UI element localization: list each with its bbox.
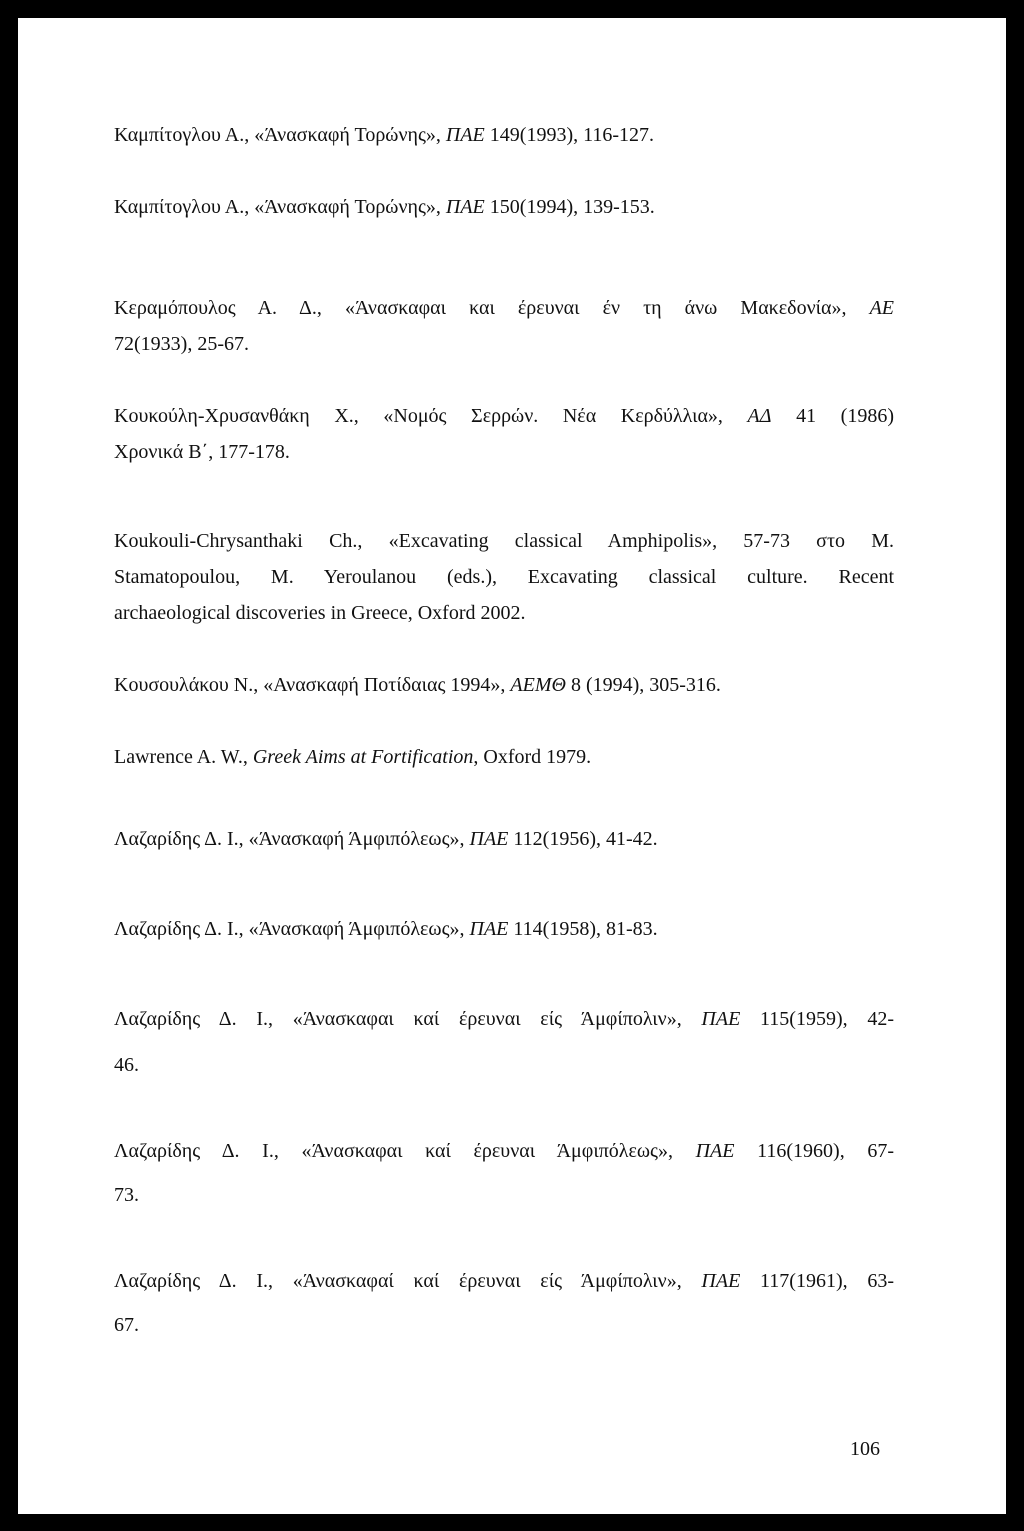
entry-text: Καμπίτογλου Α., «Άνασκαφή Τορώνης», — [114, 196, 446, 218]
entry-line — [114, 124, 654, 146]
entry-text: archaeological discoveries in Greece, Oxford 2002. — [114, 602, 526, 624]
document-page — [18, 18, 1006, 1514]
entry-line — [114, 1054, 139, 1076]
entry-line — [114, 1314, 139, 1336]
journal-abbrev: ΠΑΕ — [445, 196, 485, 218]
book-title: Greek Aims at Fortification — [252, 746, 474, 768]
entry-text: 73. — [114, 1184, 139, 1206]
entry-text: Κεραμόπουλος Α. Δ., «Άνασκαφαι και έρευναι έν τη άνω Μακεδονία», — [114, 297, 870, 319]
entry-line — [114, 196, 655, 218]
entry-text: 116(1960), 67- — [734, 1140, 894, 1162]
entry-text: Lawrence A. W., — [114, 746, 253, 768]
page-number: 106 — [850, 1438, 880, 1460]
entry-text: Koukouli-Chrysanthaki Ch., «Excavating classical Amphipolis», 57-73 στο M. — [114, 530, 894, 552]
entry-text: 112(1956), 41-42. — [508, 828, 658, 850]
entry-text: 114(1958), 81-83. — [508, 918, 658, 940]
entry-line — [114, 405, 894, 427]
entry-text: 150(1994), 139-153. — [484, 196, 655, 218]
entry-text: , Oxford 1979. — [473, 746, 592, 768]
entry-line — [114, 1140, 894, 1162]
journal-abbrev: ΠΑΕ — [469, 918, 509, 940]
entry-text: Κουσουλάκου Ν., «Ανασκαφή Ποτίδαιας 1994», — [114, 674, 511, 696]
entry-text: 117(1961), 63- — [740, 1270, 894, 1292]
entry-line — [114, 746, 591, 768]
journal-abbrev: ΠΑΕ — [701, 1270, 741, 1292]
entry-line — [114, 828, 658, 850]
journal-abbrev: ΠΑΕ — [445, 124, 485, 146]
entry-text: 72(1933), 25-67. — [114, 333, 249, 355]
entry-text: Λαζαρίδης Δ. Ι., «Άνασκαφαι καί έρευναι Άμφιπόλεως», — [114, 1140, 696, 1162]
entry-text: Χρονικά Β΄, 177-178. — [114, 441, 290, 463]
journal-abbrev: ΠΑΕ — [695, 1140, 735, 1162]
entry-text: 8 (1994), 305-316. — [565, 674, 721, 696]
entry-text: 67. — [114, 1314, 139, 1336]
entry-line — [114, 674, 721, 696]
journal-abbrev: ΠΑΕ — [469, 828, 509, 850]
entry-text: Κουκούλη-Χρυσανθάκη Χ., «Νομός Σερρών. Νέα Κερδύλλια», — [114, 405, 748, 427]
entry-line — [114, 566, 894, 588]
entry-line — [114, 1008, 894, 1030]
entry-line — [114, 441, 290, 463]
entry-text: Καμπίτογλου Α., «Άνασκαφή Τορώνης», — [114, 124, 446, 146]
journal-abbrev: ΠΑΕ — [701, 1008, 741, 1030]
entry-text: Λαζαρίδης Δ. Ι., «Άνασκαφαί καί έρευναι είς Άμφίπολιν», — [114, 1270, 702, 1292]
entry-text: 41 (1986) — [771, 405, 895, 427]
entry-text: Λαζαρίδης Δ. Ι., «Άνασκαφαι καί έρευναι είς Άμφίπολιν», — [114, 1008, 702, 1030]
journal-abbrev: ΑΕ — [869, 297, 894, 319]
entry-text: Stamatopoulou, M. Yeroulanou (eds.), Excavating classical culture. Recent — [114, 566, 894, 588]
entry-line — [114, 1184, 139, 1206]
entry-line — [114, 333, 249, 355]
entry-line — [114, 602, 526, 624]
entry-text: 115(1959), 42- — [740, 1008, 894, 1030]
journal-abbrev: ΑΕΜΘ — [510, 674, 566, 696]
entry-text: Λαζαρίδης Δ. Ι., «Άνασκαφή Άμφιπόλεως», — [114, 828, 470, 850]
entry-line — [114, 918, 658, 940]
entry-text: 46. — [114, 1054, 139, 1076]
entry-line — [114, 530, 894, 552]
entry-line — [114, 1270, 894, 1292]
entry-text: 149(1993), 116-127. — [484, 124, 655, 146]
journal-abbrev: ΑΔ — [747, 405, 772, 427]
entry-text: Λαζαρίδης Δ. Ι., «Άνασκαφή Άμφιπόλεως», — [114, 918, 470, 940]
entry-line — [114, 297, 894, 319]
